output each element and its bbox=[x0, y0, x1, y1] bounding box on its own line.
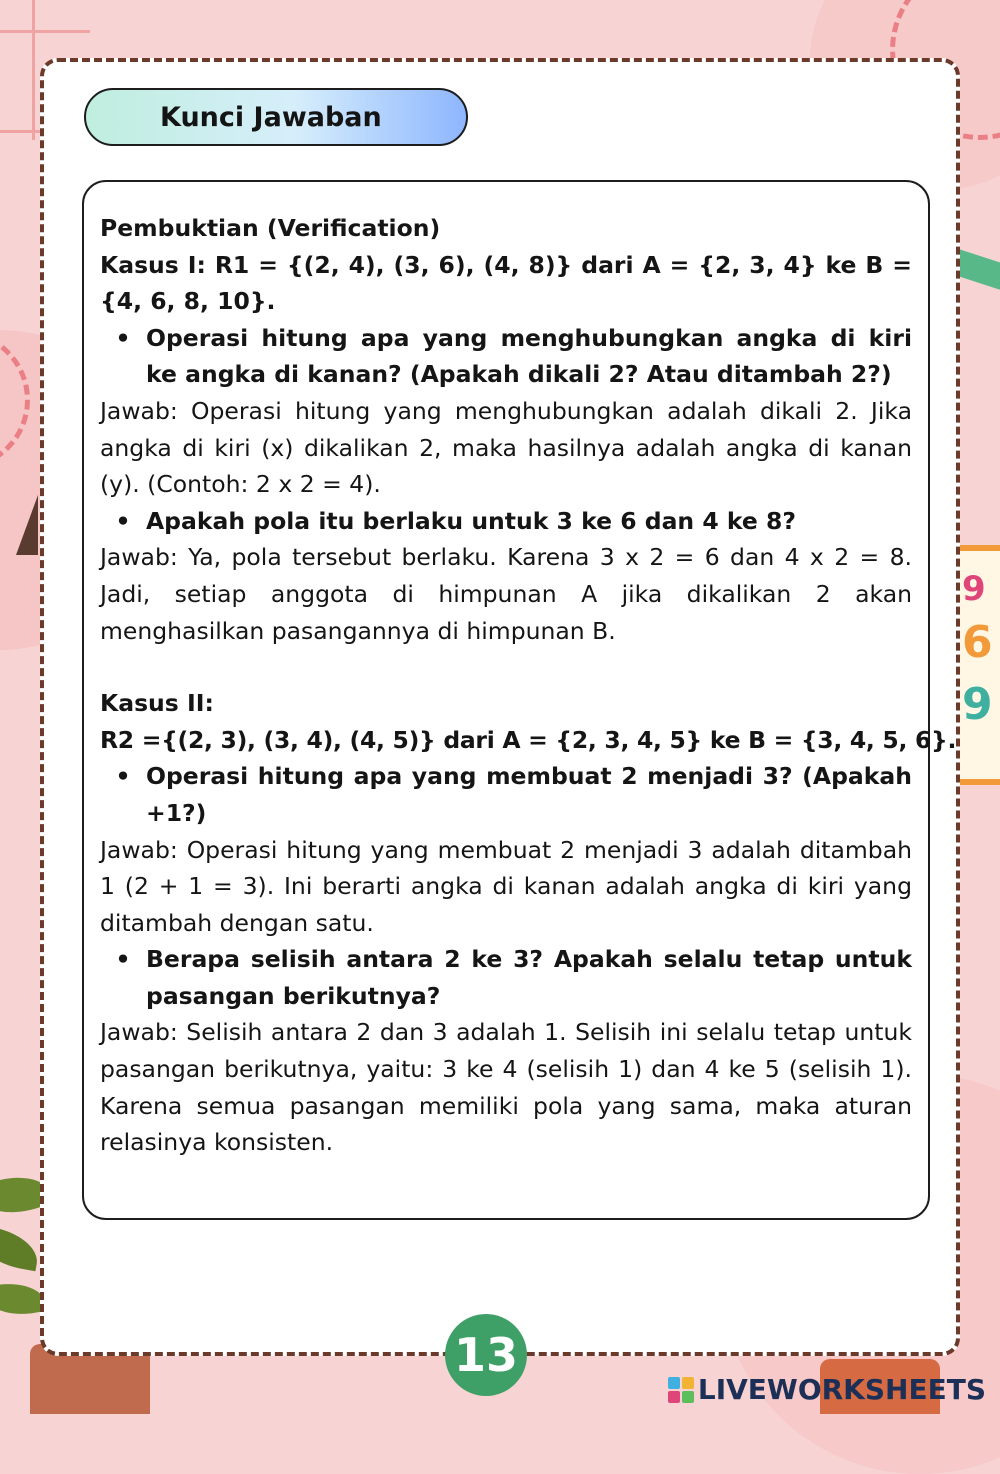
side-number: 9 bbox=[962, 569, 986, 609]
case-2-title: Kasus II: bbox=[100, 689, 214, 718]
bullet-icon: • bbox=[115, 945, 131, 974]
question-item bbox=[100, 503, 912, 540]
question-text: Operasi hitung apa yang menghubungkan angka di kiri ke angka di kanan? (Apakah dikali 2? Atau ditambah 2?) bbox=[146, 323, 912, 389]
triangle-ruler-decoration bbox=[16, 495, 38, 555]
side-number: 6 bbox=[962, 617, 993, 668]
question-item bbox=[100, 758, 912, 831]
question-item bbox=[100, 941, 912, 1014]
question-text: Apakah pola itu berlaku untuk 3 ke 6 dan 4 ke 8? bbox=[146, 506, 796, 535]
answer-text: Jawab: Operasi hitung yang membuat 2 menjadi 3 adalah ditambah 1 (2 + 1 = 3). Ini berarti angka di kanan adalah angka di kiri yang ditambah dengan satu. bbox=[100, 835, 912, 937]
number-strip-decoration bbox=[958, 545, 1000, 785]
side-number: 9 bbox=[962, 679, 993, 730]
answer-text: Jawab: Operasi hitung yang menghubungkan adalah dikali 2. Jika angka di kiri (x) dikalikan 2, maka hasilnya adalah angka di kanan (y). (Contoh: 2 x 2 = 4). bbox=[100, 396, 912, 499]
liveworksheets-logo-icon bbox=[668, 1377, 694, 1403]
answer-text: Jawab: Selisih antara 2 dan 3 adalah 1. Selisih ini selalu tetap untuk pasangan berikutnya, yaitu: 3 ke 4 (selisih 1) dan 4 ke 5 (selisih 1). Karena semua pasangan memiliki pola yang sama, maka aturan relasinya konsisten. bbox=[100, 1018, 912, 1157]
leaf-decoration bbox=[0, 1225, 42, 1272]
bullet-icon: • bbox=[115, 762, 131, 791]
grid-line-decoration bbox=[0, 30, 90, 33]
title-pill bbox=[84, 88, 468, 146]
section-spacer bbox=[100, 649, 912, 685]
case-2-relation: R2 ={(2, 3), (3, 4), (4, 5)} dari A = {2, 3, 4, 5} ke B = {3, 4, 5, 6}. bbox=[100, 725, 957, 754]
watermark-text: LIVEWORKSHEETS bbox=[697, 1373, 986, 1406]
grid-line-decoration bbox=[32, 0, 35, 140]
section-heading: Pembuktian (Verification) bbox=[100, 214, 441, 242]
page-title: Kunci Jawaban bbox=[160, 101, 382, 133]
answer-text: Jawab: Ya, pola tersebut berlaku. Karena 3 x 2 = 6 dan 4 x 2 = 8. Jadi, setiap anggota di himpunan A jika dikalikan 2 akan menghasilkan pasangannya di himpunan B. bbox=[100, 543, 912, 645]
case-1-title: Kasus I: R1 = {(2, 4), (3, 6), (4, 8)} dari A = {2, 3, 4} ke B = {4, 6, 8, 10}. bbox=[100, 250, 912, 316]
liveworksheets-watermark[interactable] bbox=[668, 1373, 986, 1406]
bullet-icon: • bbox=[115, 506, 131, 535]
page-number-badge bbox=[445, 1314, 527, 1396]
page-number: 13 bbox=[453, 1328, 518, 1382]
answer-key-box bbox=[82, 180, 957, 1220]
grid-line-decoration bbox=[0, 130, 40, 133]
question-item bbox=[100, 320, 912, 393]
bullet-icon: • bbox=[115, 323, 131, 352]
question-text: Berapa selisih antara 2 ke 3? Apakah selalu tetap untuk pasangan berikutnya? bbox=[146, 945, 912, 1010]
question-text: Operasi hitung apa yang membuat 2 menjadi 3? (Apakah +1?) bbox=[146, 762, 912, 827]
